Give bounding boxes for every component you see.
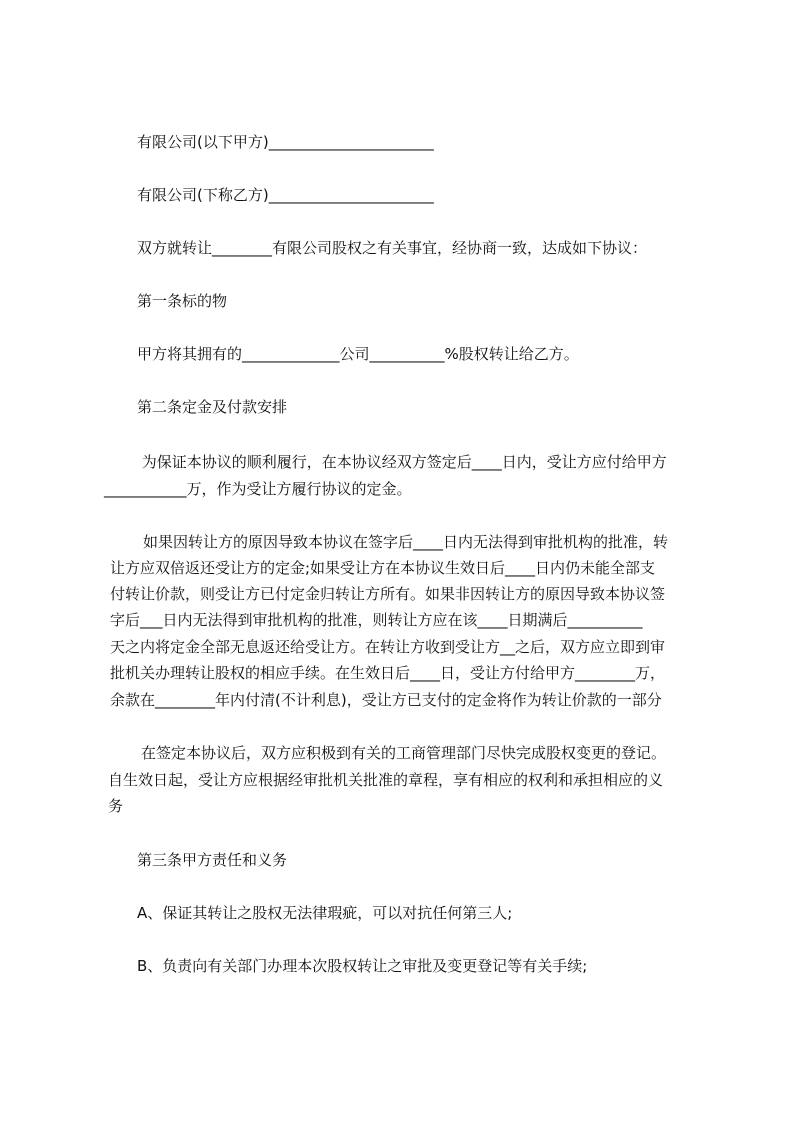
registration-paragraph-line: 自生效日起，受让方应根据经审批机关批准的章程，享有相应的权利和承担相应的义	[108, 771, 664, 789]
article3-heading: 第三条甲方责任和义务	[137, 851, 288, 869]
deposit-paragraph-line: ___________万，作为受让方履行协议的定金。	[104, 480, 412, 498]
party-a-line: 有限公司(以下甲方)______________________	[137, 133, 434, 151]
approval-paragraph-line: 批机关办理转让股权的相应手续。在生效日后____日，受让方付给甲方________万，	[110, 664, 666, 682]
registration-paragraph-line: 在签定本协议后，双方应积极到有关的工商管理部门尽快完成股权变更的登记。	[141, 744, 667, 762]
party-b-line: 有限公司(下称乙方)______________________	[137, 186, 434, 204]
registration-paragraph-line: 务	[108, 797, 124, 815]
approval-paragraph-line: 如果因转让方的原因导致本协议在签字后____日内无法得到审批机构的批准，转	[143, 533, 669, 551]
article1-heading: 第一条标的物	[137, 292, 228, 310]
item-b: B、负责向有关部门办理本次股权转让之审批及变更登记等有关手续;	[137, 957, 588, 975]
approval-paragraph-line: 让方应双倍返还受让方的定金;如果受让方在本协议生效日后____日内仍未能全部支	[110, 559, 656, 577]
approval-paragraph-line: 付转让价款，则受让方已付定金归转让方所有。如果非因转让方的原因导致本协议签	[110, 585, 666, 603]
article1-text: 甲方将其拥有的_____________公司__________%股权转让给乙方。	[137, 345, 579, 363]
intro-paragraph: 双方就转让________有限公司股权之有关事宜，经协商一致，达成如下协议：	[137, 239, 648, 257]
deposit-paragraph-line: 为保证本协议的顺利履行，在本协议经双方签定后____日内，受让方应付给甲方	[137, 453, 667, 471]
item-a: A、保证其转让之股权无法律瑕疵，可以对抗任何第三人;	[137, 904, 513, 922]
approval-paragraph-line: 字后___日内无法得到审批机构的批准，则转让方应在该____日期满后__________	[110, 611, 643, 629]
approval-paragraph-line: 天之内将定金全部无息返还给受让方。在转让方收到受让方__之后，双方应立即到审	[110, 638, 666, 656]
article2-heading: 第二条定金及付款安排	[137, 398, 288, 416]
approval-paragraph-line: 余款在________年内付清(不计利息)，受让方已支付的定金将作为转让价款的一部分	[110, 691, 662, 709]
